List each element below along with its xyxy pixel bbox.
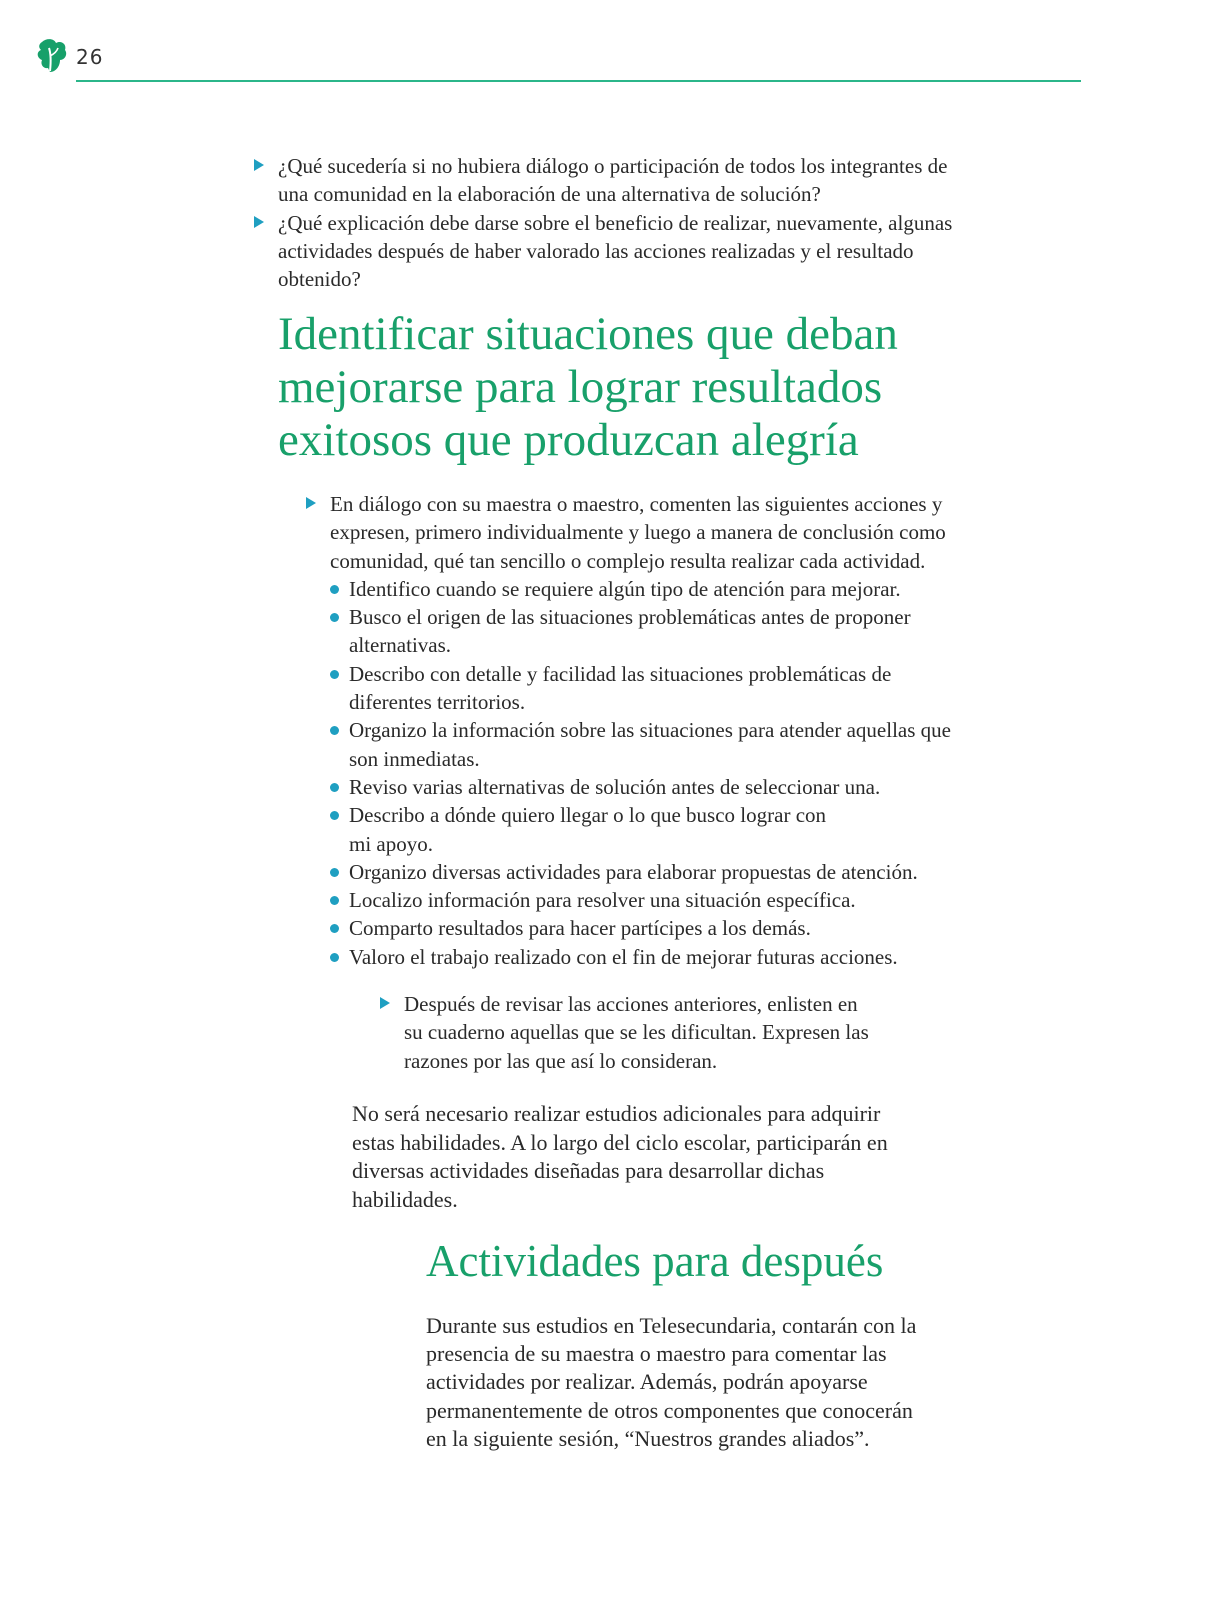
page-header [36, 38, 1081, 84]
instruction: En diálogo con su maestra o maestro, comenten las siguientes acciones y expresen, primero individualmente y luego a manera de conclusión como comunidad, qué tan sencillo o complejo resulta realizar cada actividad. [306, 490, 956, 575]
list-item: Describo con detalle y facilidad las situaciones problemáticas de diferentes territorios. [328, 660, 956, 717]
list-item: ¿Qué sucedería si no hubiera diálogo o participación de todos los integrantes de una comunidad en la elaboración de una alternativa de solución? [254, 152, 954, 209]
list-item: Describo a dónde quiero llegar o lo que busco lograr con mi apoyo. [328, 801, 849, 858]
intro-questions [254, 152, 954, 293]
dot-bullet-icon [330, 585, 339, 594]
dot-bullet-icon [330, 896, 339, 905]
leaf-logo-icon [36, 38, 68, 74]
triangle-bullet-icon [380, 997, 390, 1009]
section2-paragraph: Durante sus estudios en Telesecundaria, contarán con la presencia de su maestra o maestro para comentar las actividades por realizar. Además, podrán apoyarse permanentemente de otros componentes que conocerán en la siguiente sesión, “Nuestros grandes aliados”. [426, 1313, 917, 1451]
section1-heading-wrap [278, 308, 918, 467]
dot-bullet-icon [330, 924, 339, 933]
actions-list [306, 575, 956, 971]
dot-bullet-icon [330, 868, 339, 877]
page-number: 26 [76, 45, 104, 69]
dot-bullet-icon [330, 783, 339, 792]
section2-heading-wrap [426, 1236, 986, 1286]
note-paragraph: No será necesario realizar estudios adicionales para adquirir estas habilidades. A lo largo del ciclo escolar, participarán en diversas actividades diseñadas para desarrollar dichas habilidades. [352, 1101, 888, 1212]
list-item: Valoro el trabajo realizado con el fin de mejorar futuras acciones. [328, 943, 956, 971]
section2-heading: Actividades para después [426, 1236, 884, 1286]
triangle-bullet-icon [306, 497, 316, 509]
list-item: Localizo información para resolver una situación específica. [328, 886, 956, 914]
list-item: Organizo diversas actividades para elaborar propuestas de atención. [328, 858, 956, 886]
dot-bullet-icon [330, 953, 339, 962]
list-item: Organizo la información sobre las situaciones para atender aquellas que son inmediatas. [328, 716, 956, 773]
dot-bullet-icon [330, 811, 339, 820]
section1-heading: Identificar situaciones que deban mejorarse para lograr resultados exitosos que produzcan alegría [278, 308, 898, 466]
dot-bullet-icon [330, 726, 339, 735]
triangle-bullet-icon [254, 216, 264, 228]
dot-bullet-icon [330, 613, 339, 622]
list-item: Comparto resultados para hacer partícipes a los demás. [328, 914, 956, 942]
header-rule [76, 80, 1081, 82]
list-item: Reviso varias alternativas de solución antes de seleccionar una. [328, 773, 956, 801]
list-item: ¿Qué explicación debe darse sobre el beneficio de realizar, nuevamente, algunas actividades después de haber valorado las acciones realizadas y el resultado obtenido? [254, 209, 954, 294]
list-item: Identifico cuando se requiere algún tipo de atención para mejorar. [328, 575, 956, 603]
list-item: Después de revisar las acciones anteriores, enlisten en su cuaderno aquellas que se les dificultan. Expresen las razones por las que así lo consideran. [380, 990, 870, 1075]
list-item: Busco el origen de las situaciones problemáticas antes de proponer alternativas. [328, 603, 956, 660]
section1-body [306, 490, 956, 971]
triangle-bullet-icon [254, 159, 264, 171]
dot-bullet-icon [330, 670, 339, 679]
followup [380, 990, 870, 1075]
